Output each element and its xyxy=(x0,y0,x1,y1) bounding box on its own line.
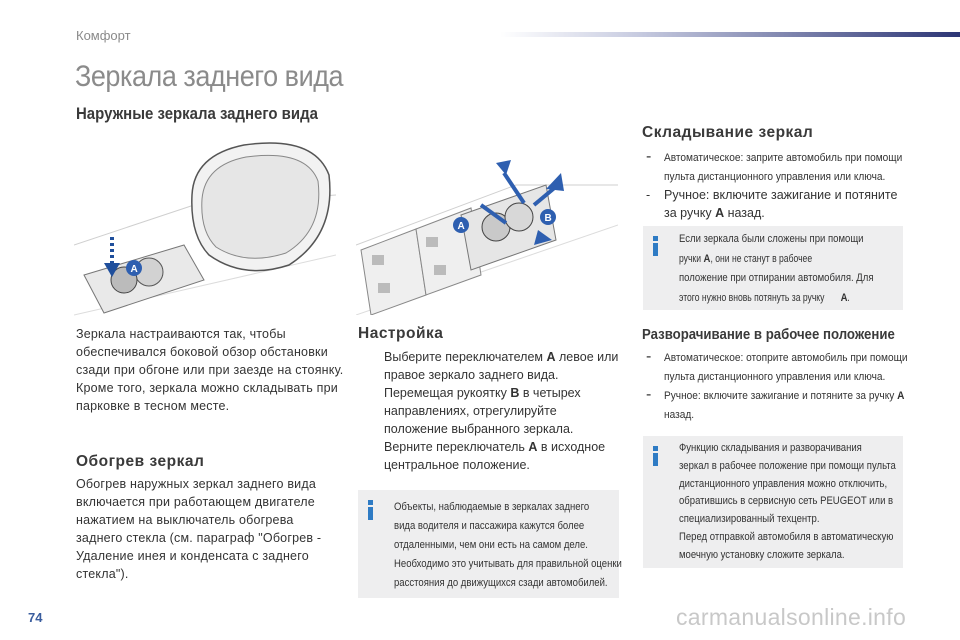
adjust-item: Перемещая рукоятку B в четырех направлениях, отрегулируйте положение выбранного зеркала. xyxy=(384,386,581,436)
adjust-item: Выберите переключателем A левое или правое зеркало заднего вида. xyxy=(384,350,619,382)
page-subtitle: Наружные зеркала заднего вида xyxy=(76,104,318,123)
page-title: Зеркала заднего вида xyxy=(75,60,344,93)
info-icon xyxy=(653,236,658,254)
header-rule xyxy=(500,32,960,37)
section-label: Комфорт xyxy=(76,28,131,43)
unfolding-list xyxy=(642,348,910,424)
label-b: B xyxy=(544,213,552,224)
mirror-switch-illustration xyxy=(74,135,336,317)
adjust-heading: Настройка xyxy=(358,325,444,342)
unfolding-heading: Разворачивание в рабочее положение xyxy=(642,326,895,343)
intro-text: Зеркала настраиваются так, чтобы обеспечивался боковой обзор обстановки сзади при обгоне или при заезде на стоянку. Кроме того, зеркала можно складывать при парковке в тесном месте. xyxy=(76,327,344,413)
folding-list xyxy=(642,148,910,222)
folding-auto: - Автоматическое: заприте автомобиль при помощи пульта дистанционного управления или ключа. xyxy=(646,148,903,183)
label-a-2: A xyxy=(457,221,465,232)
info-box-function: Функцию складывания и разворачивания зеркал в рабочее положение при помощи пульта дистанционного управления можно отключить, обратившись в сервисную сеть PEUGEOT или в специализированный техцентр. Перед отправкой автомобиля в автоматическую моечную установку сложите зеркала. xyxy=(643,436,903,568)
folding-manual: - Ручное: включите зажигание и потяните за ручку A назад. xyxy=(646,188,898,220)
adjust-list xyxy=(358,348,623,474)
page-number: 74 xyxy=(28,610,43,625)
info-icon xyxy=(368,500,373,518)
unfolding-auto: - Автоматическое: отоприте автомобиль при помощи пульта дистанционного управления или ключа. xyxy=(646,348,908,383)
unfolding-manual: - Ручное: включите зажигание и потяните за ручку A назад. xyxy=(646,386,905,421)
watermark: carmanualsonline.info xyxy=(676,604,907,630)
label-a-1: A xyxy=(130,264,138,275)
heating-heading: Обогрев зеркал xyxy=(76,453,205,470)
info-box-folded: Если зеркала были сложены при помощи ручкиA, они не станут в рабочее положение при отпирании автомобиля. Для этого нужно вновь потянуть за ручкуA. xyxy=(643,226,903,310)
mirror-adjust-illustration xyxy=(356,145,618,315)
folding-heading: Складывание зеркал xyxy=(642,124,814,141)
heating-text: Обогрев наружных зеркал заднего вида включается при работающем двигателе нажатием на выключатель обогрева заднего стекла (см. параграф "Обогрев - Удаление инея и конденсата с заднего стекла"). xyxy=(76,477,322,581)
info-icon xyxy=(653,446,658,464)
info-box-objects: Объекты, наблюдаемые в зеркалах заднего вида водителя и пассажира кажутся более отдаленными, чем они есть на самом деле. Необходимо это учитывать для правильной оценки расстояния до движущихся сзади автомобилей. xyxy=(358,490,619,598)
adjust-item: Верните переключатель A в исходное центральное положение. xyxy=(384,440,606,472)
